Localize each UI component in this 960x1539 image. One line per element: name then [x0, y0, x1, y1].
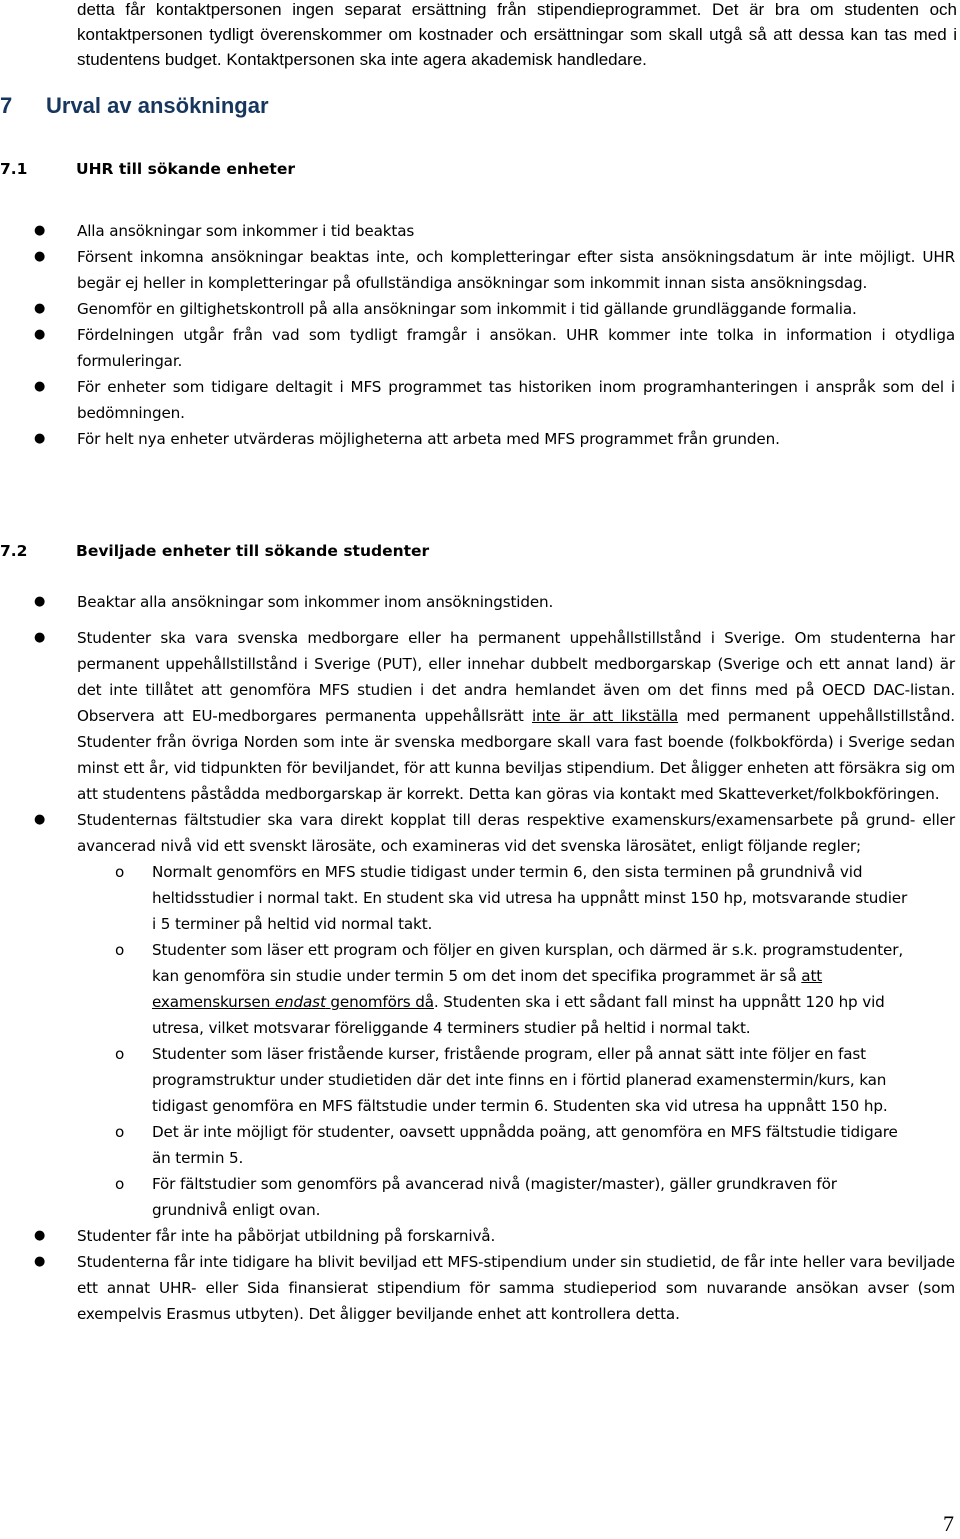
bullet-icon: ●: [34, 431, 46, 446]
list-item: ● Studenternas fältstudier ska vara direkt kopplat till deras respektive examenskurs/examensarbete på grund- eller avancerad nivå vid ett svenskt lärosäte, och examineras vid det svenska lärosätet, enligt följande regler; o Normalt genomförs en MFS studie tidigast under termin 6, den sista terminen på grundnivå vid heltidsstudier i normal takt. En student ska vid utresa ha uppnått minst 150 hp, motsvarande studier i 5 terminer på heltid vid normal takt. o Studenter som läser ett program och följer en given kursplan, och därmed är s.k. programstudenter, kan genomföra sin studie under termin 5 om det inom det specifika programmet är så att examenskursen endast genomförs då. Studenten ska i ett sådant fall minst ha uppnått 120 hp vid utresa, vilket motsvarar föreliggande 4 terminers studier på heltid i normal takt. o Studenter som läser fristående kurser, fristående program, eller på annat sätt inte följer en fast programstruktur under studietiden där det inte finns en i förtid planerad examenstermin/kurs, kan tidigast genomföra en MFS fältstudie under termin 6. Studenten ska vid utresa ha uppnått 150 hp. o Det är inte möjligt för studenter, oavsett uppnådda poäng, att genomföra en MFS fältstudie tidigare än termin 5. o För fältstudier som genomförs på avancerad nivå (magister/master), gäller grundkraven för grundnivå enligt ovan.: [0, 807, 955, 1223]
circle-bullet-icon: o: [115, 1045, 125, 1063]
bullet-icon: ●: [34, 301, 46, 316]
page-number: 7: [943, 1511, 954, 1536]
circle-bullet-icon: o: [115, 863, 125, 881]
bullet-icon: ●: [34, 630, 46, 645]
bullet-icon: ●: [34, 327, 46, 342]
section-7-1-list: [0, 218, 955, 452]
list-item: ● Genomför en giltighetskontroll på alla ansökningar som inkommit i tid gällande grundläggande formalia.: [0, 296, 955, 322]
list-item: ● För enheter som tidigare deltagit i MFS programmet tas historiken inom programhanteringen i anspråk som del i bedömningen.: [0, 374, 955, 426]
sub-list-item: o Studenter som läser ett program och följer en given kursplan, och därmed är s.k. programstudenter, kan genomföra sin studie under termin 5 om det inom det specifika programmet är så att examenskursen endast genomförs då. Studenten ska i ett sådant fall minst ha uppnått 120 hp vid utresa, vilket motsvarar föreliggande 4 terminers studier på heltid i normal takt.: [77, 937, 955, 1041]
circle-bullet-icon: o: [115, 941, 125, 959]
sub-list-item: o Det är inte möjligt för studenter, oavsett uppnådda poäng, att genomföra en MFS fältstudie tidigare än termin 5.: [77, 1119, 955, 1171]
list-item: ● Beaktar alla ansökningar som inkommer inom ansökningstiden.: [0, 589, 955, 615]
bullet-icon: ●: [34, 379, 46, 394]
section-7-1-title: UHR till sökande enheter: [76, 160, 295, 178]
bullet-icon: ●: [34, 249, 46, 264]
sub-list-item: o För fältstudier som genomförs på avancerad nivå (magister/master), gäller grundkraven för grundnivå enligt ovan.: [77, 1171, 955, 1223]
section-7-2-number: 7.2: [0, 542, 28, 560]
section-7-1-heading: [0, 160, 295, 178]
intro-paragraph: detta får kontaktpersonen ingen separat ersättning från stipendieprogrammet. Det är bra om studenten och kontaktpersonen tydligt överenskommer om kostnader och ersättningar som skall utgå så att dessa kan tas med i studentens budget. Kontaktpersonen ska inte agera akademisk handledare.: [77, 0, 957, 69]
section-7-title: Urval av ansökningar: [46, 93, 269, 118]
bullet-icon: ●: [34, 594, 46, 609]
bullet-icon: ●: [34, 1254, 46, 1269]
section-7-2-title: Beviljade enheter till sökande studenter: [76, 542, 430, 560]
bullet-icon: ●: [34, 223, 46, 238]
list-item: ● Studenter ska vara svenska medborgare eller ha permanent uppehållstillstånd i Sverige. Om studenterna har permanent uppehållstillstånd i Sverige (PUT), eller innehar dubbelt medborgarskap (Sverige och ett annat land) är det inte tillåtet att genomföra MFS studien i det andra hemlandet även om det finns med på OECD DAC-listan. Observera att EU-medborgares permanenta uppehållsrätt inte är att likställa med permanent uppehållstillstånd. Studenter från övriga Norden som inte är svenska medborgare skall vara fast boende (folkbokförda) i Sverige sedan minst ett år, vid tidpunkten för beviljandet, för att kunna beviljas stipendium. Det åligger enheten att försäkra sig om att studentens påstådda medborgarskap är korrekt. Detta kan göras via kontakt med Skatteverket/folkbokföringen.: [0, 625, 955, 807]
section-7-heading: [0, 93, 269, 119]
section-7-2-heading: [0, 542, 429, 560]
list-item: ● För helt nya enheter utvärderas möjligheterna att arbeta med MFS programmet från grunden.: [0, 426, 955, 452]
circle-bullet-icon: o: [115, 1123, 125, 1141]
sub-list-item: o Normalt genomförs en MFS studie tidigast under termin 6, den sista terminen på grundnivå vid heltidsstudier i normal takt. En student ska vid utresa ha uppnått minst 150 hp, motsvarande studier i 5 terminer på heltid vid normal takt.: [77, 859, 955, 937]
list-item: ● Studenter får inte ha påbörjat utbildning på forskarnivå.: [0, 1223, 955, 1249]
section-7-number: 7: [0, 93, 13, 118]
bullet-icon: ●: [34, 1228, 46, 1243]
section-7-2-list-a: [0, 589, 955, 615]
circle-bullet-icon: o: [115, 1175, 125, 1193]
list-item: ● Fördelningen utgår från vad som tydligt framgår i ansökan. UHR kommer inte tolka in information i otydliga formuleringar.: [0, 322, 955, 374]
list-item: ● Alla ansökningar som inkommer i tid beaktas: [0, 218, 955, 244]
list-item: ● Studenterna får inte tidigare ha blivit beviljad ett MFS-stipendium under sin studietid, de får inte heller vara beviljade ett annat UHR- eller Sida finansierat stipendium för samma studieperiod som nuvarande ansökan avser (som exempelvis Erasmus utbyten). Det åligger beviljande enhet att kontrollera detta.: [0, 1249, 955, 1327]
section-7-1-number: 7.1: [0, 160, 28, 178]
sub-list: [77, 859, 955, 1223]
list-item: ● Försent inkomna ansökningar beaktas inte, och kompletteringar efter sista ansökningsdatum är inte möjligt. UHR begär ej heller in kompletteringar på ofullständiga ansökningar som inkommit innan sista ansökningsdag.: [0, 244, 955, 296]
section-7-2-list-b: [0, 625, 955, 1327]
bullet-icon: ●: [34, 812, 46, 827]
sub-list-item: o Studenter som läser fristående kurser, fristående program, eller på annat sätt inte följer en fast programstruktur under studietiden där det inte finns en i förtid planerad examenstermin/kurs, kan tidigast genomföra en MFS fältstudie under termin 6. Studenten ska vid utresa ha uppnått 150 hp.: [77, 1041, 955, 1119]
